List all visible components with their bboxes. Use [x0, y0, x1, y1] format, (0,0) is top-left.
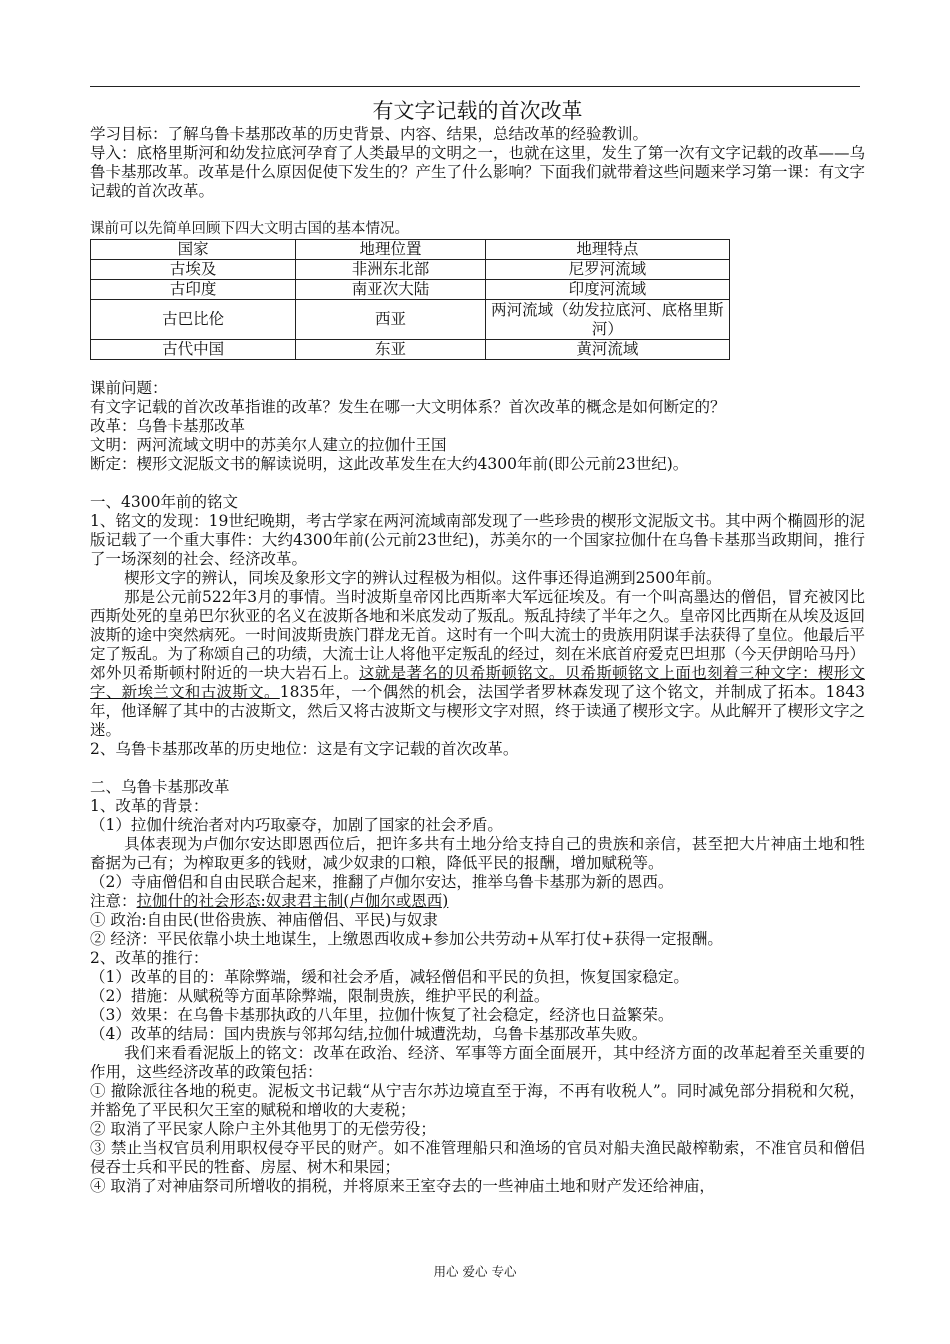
table-cell: 南亚次大陆 [296, 280, 485, 300]
note-label: 注意： [90, 892, 137, 910]
table-header-row [91, 240, 730, 260]
table-cell: 古巴比伦 [91, 300, 296, 340]
table-row [91, 300, 730, 340]
table-cell: 两河流域（幼发拉底河、底格里斯河） [485, 300, 729, 340]
measure-item: ① 撤除派往各地的税吏。泥板文书记载“从宁吉尔苏边境直至于海，不再有收税人”。同时减免部分捐税和欠税，并豁免了平民积欠王室的赋税和增收的大麦税； [90, 1082, 865, 1119]
table-cell: 东亚 [296, 340, 485, 360]
table-cell: 西亚 [296, 300, 485, 340]
table-header-cell: 地理位置 [296, 240, 485, 260]
page-title: 有文字记载的首次改革 [372, 99, 583, 123]
table-row [91, 280, 730, 300]
questions-heading: 课前问题： [90, 379, 168, 397]
table-cell: 黄河流域 [485, 340, 729, 360]
table-caption: 课前可以先简单回顾下四大文明古国的基本情况。 [90, 221, 409, 237]
background-item-2: （2）寺庙僧侣和自由民联合起来，推翻了卢伽尔安达，推举乌鲁卡基那为新的恩西。 [90, 873, 674, 891]
section2-heading: 二、乌鲁卡基那改革 [90, 778, 230, 796]
note-line [90, 892, 865, 911]
behistun-text-a: 那是公元前522年3月的事情。当时波斯皇帝冈比西斯率大军远征埃及。有一个叫高墨达的僧侣，冒充被冈比西斯处死的皇弟巴尔狄亚的名义在波斯各地和米底发动了叛乱。叛乱持续了半年之久。皇帝冈比西斯在从埃及返回波斯的途中突然病死。一时间波斯贵族门群龙无首。这时有一个叫大流士的贵族用阴谋手法获得了皇位。他最后平定了叛乱。为了称颂自己的功绩，大流士让人将他平定叛乱的经过，刻在米底首府爱克巴坦那（今天伊朗哈马丹）郊外贝希斯顿村附近的一块大岩石上。 [90, 588, 866, 682]
table-header-cell: 国家 [91, 240, 296, 260]
measure-item: ③ 禁止当权官员利用职权侵夺平民的财产。如不准管理船只和渔场的官员对船夫渔民敲榨勒索，不准官员和僧侣侵吞士兵和平民的牲畜、房屋、树木和果园； [90, 1139, 865, 1176]
table-cell: 非洲东北部 [296, 260, 485, 280]
behistun-text-b: 1835年，一个偶然的机会，法国学者罗林森发现了这个铭文，并制成了拓本。1843年，他译解了其中的古波斯文，然后又将古波斯文与楔形文字对照，终于读通了楔形文字。从此解开了楔形文字之迷。 [90, 683, 866, 739]
intro-paragraph: 导入：底格里斯河和幼发拉底河孕育了人类最早的文明之一，也就在这里，发生了第一次有文字记载的改革——乌鲁卡基那改革。改革是什么原因促使下发生的？产生了什么影响？下面我们就带着这些问题来学习第一课：有文字记载的首次改革。 [90, 144, 866, 200]
table-cell: 古印度 [91, 280, 296, 300]
section1-status: 2、乌鲁卡基那改革的历史地位：这是有文字记载的首次改革。 [90, 740, 519, 758]
measure-item: ② 取消了平民家人除户主外其他男丁的无偿劳役； [90, 1120, 436, 1138]
implementation-item: （3）效果：在乌鲁卡基那执政的八年里，拉伽什恢复了社会稳定，经济也日益繁荣。 [90, 1006, 674, 1024]
table-cell: 印度河流域 [485, 280, 729, 300]
table-row [91, 260, 730, 280]
measure-item: ④ 取消了对神庙祭司所增收的捐税，并将原来王室夺去的一些神庙土地和财产发还给神庙， [90, 1177, 715, 1195]
learning-goal: 学习目标：了解乌鲁卡基那改革的历史背景、内容、结果，总结改革的经验教训。 [90, 125, 649, 143]
section1-heading: 一、4300年前的铭文 [90, 493, 238, 511]
table-cell: 古埃及 [91, 260, 296, 280]
section1-behistun [90, 588, 865, 740]
implementation-heading: 2、改革的推行： [90, 949, 209, 967]
table-cell: 古代中国 [91, 340, 296, 360]
inscription-intro: 我们来看看泥版上的铭文：改革在政治、经济、军事等方面全面展开，其中经济方面的改革起着至关重要的作用，这些经济改革的政策包括： [90, 1044, 865, 1081]
document-body [90, 97, 865, 1196]
background-item-1: （1）拉伽什统治者对内巧取豪夺，加剧了国家的社会矛盾。 [90, 816, 503, 834]
table-row [91, 340, 730, 360]
implementation-item: （1）改革的目的：革除弊端，缓和社会矛盾，减轻僧侣和平民的负担，恢复国家稳定。 [90, 968, 689, 986]
background-heading: 1、改革的背景： [90, 797, 209, 815]
page-footer: 用心 爱心 专心 [433, 1264, 517, 1279]
implementation-item: （4）改革的结局：国内贵族与邻邦勾结,拉伽什城遭洗劫，乌鲁卡基那改革失败。 [90, 1025, 648, 1043]
answer-reform: 改革：乌鲁卡基那改革 [90, 417, 246, 435]
table-cell: 尼罗河流域 [485, 260, 729, 280]
civilizations-table [90, 239, 730, 360]
implementation-item: （2）措施：从赋税等方面革除弊端，限制贵族，维护平民的利益。 [90, 987, 550, 1005]
behistun-underlined: 这就是著名的贝希斯顿铭文。贝希斯顿铭文上面也刻着三种文字：楔形文字、新埃兰文和古波斯文。 [90, 664, 865, 701]
background-detail: 具体表现为卢伽尔安达即恩西位后，把许多共有土地分给支持自己的贵族和亲信，甚至把大片神庙土地和牲畜据为己有；为榨取更多的钱财，减少奴隶的口粮，降低平民的报酬，增加赋税等。 [90, 835, 865, 872]
top-rule [90, 86, 860, 87]
note-economy: ② 经济：平民依靠小块土地谋生，上缴恩西收成+参加公共劳动+从军打仗+获得一定报酬。 [90, 930, 723, 948]
note-politics: ① 政治:自由民(世俗贵族、神庙僧侣、平民)与奴隶 [90, 911, 438, 929]
section1-discovery: 1、铭文的发现：19世纪晚期，考古学家在两河流域南部发现了一些珍贵的楔形文泥版文书。其中两个椭圆形的泥版记载了一个重大事件：大约4300年前(公元前23世纪)，苏美尔的一个国家拉伽什在乌鲁卡基那当政期间，推行了一场深刻的社会、经济改革。 [90, 512, 865, 568]
note-underlined: 拉伽什的社会形态:奴隶君主制(卢伽尔或恩西) [136, 892, 449, 910]
question-text: 有文字记载的首次改革指谁的改革？发生在哪一大文明体系？首次改革的概念是如何断定的？ [90, 398, 726, 416]
answer-dating: 断定：楔形文泥版文书的解读说明，这此改革发生在大约4300年前(即公元前23世纪)。 [90, 455, 689, 473]
section1-cuneiform: 楔形文字的辨认，同埃及象形文字的辨认过程极为相似。这件事还得追溯到2500年前。 [124, 569, 722, 587]
answer-civilization: 文明：两河流域文明中的苏美尔人建立的拉伽什王国 [90, 436, 447, 454]
table-header-cell: 地理特点 [485, 240, 729, 260]
